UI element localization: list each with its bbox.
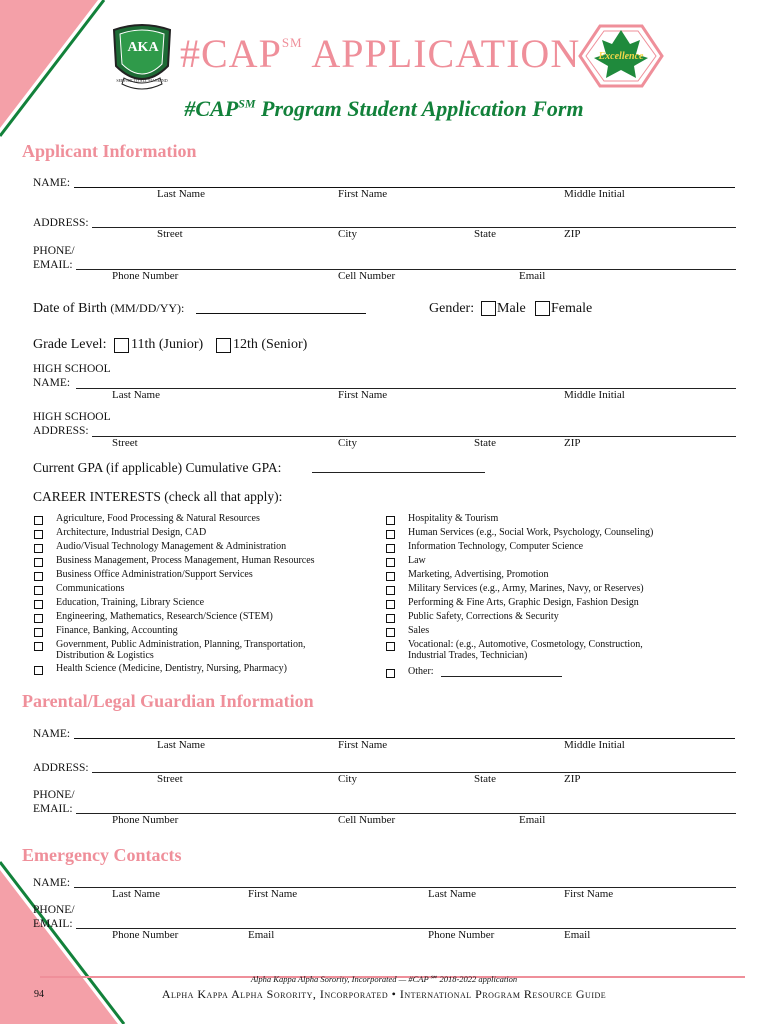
- emergency-caption-last-name-2: Last Name: [428, 888, 476, 900]
- dob-format: (MM/DD/YY):: [110, 301, 185, 315]
- applicant-section-heading: Applicant Information: [22, 141, 197, 161]
- caption-street: Street: [157, 228, 183, 240]
- career-checkbox[interactable]: [386, 516, 395, 525]
- career-checkbox[interactable]: [34, 600, 43, 609]
- caption-cell-number: Cell Number: [338, 270, 396, 282]
- footer-small-text: Alpha Kappa Alpha Sorority, Incorporated — #CAP℠ 2018-2022 application: [250, 974, 518, 984]
- subtitle-sup: SM: [238, 96, 256, 111]
- career-option-label: Audio/Visual Technology Management & Administration: [56, 541, 287, 552]
- caption-city: City: [338, 228, 357, 240]
- guardian-caption-street: Street: [157, 773, 183, 785]
- career-right-continuation: Industrial Trades, Technician): [408, 650, 528, 661]
- gpa-field[interactable]: [312, 472, 485, 473]
- guardian-caption-cell: Cell Number: [338, 814, 396, 826]
- guardian-address-field[interactable]: [92, 772, 736, 773]
- subtitle-rest: Program Student Application Form: [255, 96, 584, 121]
- emergency-name-field[interactable]: [74, 887, 736, 888]
- gender-label: Gender:: [429, 301, 475, 316]
- hs-caption-city: City: [338, 437, 357, 449]
- career-checkbox[interactable]: [386, 614, 395, 623]
- header-title: [180, 30, 580, 77]
- hs-name-label-line2: NAME:: [33, 377, 71, 389]
- career-checkbox[interactable]: [34, 586, 43, 595]
- career-option-label: Architecture, Industrial Design, CAD: [56, 527, 207, 538]
- emergency-section-heading: Emergency Contacts: [22, 845, 182, 865]
- caption-phone-number: Phone Number: [112, 270, 179, 282]
- career-option-label: Public Safety, Corrections & Security: [408, 611, 559, 622]
- emergency-email-label: EMAIL:: [33, 918, 73, 930]
- caption-state: State: [474, 228, 496, 240]
- header-title-sup: SM: [281, 35, 303, 50]
- career-left-continuation: Distribution & Logistics: [56, 650, 154, 661]
- guardian-caption-city: City: [338, 773, 357, 785]
- crest-letters: ΑΚΑ: [127, 40, 159, 55]
- grade-11th-checkbox[interactable]: [114, 338, 129, 353]
- career-option-label: Law: [408, 555, 426, 566]
- career-option-label: Finance, Banking, Accounting: [56, 625, 178, 636]
- career-option-label: Other:: [408, 666, 434, 677]
- hs-name-field[interactable]: [76, 388, 736, 389]
- gpa-label: Current GPA (if applicable) Cumulative GPA:: [33, 460, 282, 475]
- guardian-phone-label: PHONE/: [33, 789, 75, 801]
- guardian-name-label: NAME:: [33, 728, 71, 740]
- emergency-caption-email-2: Email: [564, 929, 591, 941]
- career-option-label: Human Services (e.g., Social Work, Psychology, Counseling): [408, 527, 654, 538]
- guardian-address-label: ADDRESS:: [33, 762, 89, 774]
- career-checkbox[interactable]: [386, 544, 395, 553]
- applicant-address-field[interactable]: [92, 227, 736, 228]
- hs-address-label-line1: HIGH SCHOOL: [33, 411, 111, 423]
- career-option-label: Health Science (Medicine, Dentistry, Nursing, Pharmacy): [56, 663, 287, 674]
- hs-address-field[interactable]: [92, 436, 736, 437]
- emergency-caption-phone-2: Phone Number: [428, 929, 495, 941]
- hs-address-label-line2: ADDRESS:: [33, 425, 89, 437]
- career-option-label: Information Technology, Computer Science: [408, 541, 584, 552]
- career-option-label: Hospitality & Tourism: [408, 513, 499, 524]
- guardian-email-label: EMAIL:: [33, 803, 73, 815]
- emergency-caption-email-1: Email: [248, 929, 275, 941]
- career-checkbox[interactable]: [34, 572, 43, 581]
- hs-caption-first-name: First Name: [338, 389, 388, 401]
- hs-caption-street: Street: [112, 437, 138, 449]
- career-option-label: Business Office Administration/Support Services: [56, 569, 253, 580]
- career-option-label: Sales: [408, 625, 430, 636]
- hs-caption-last-name: Last Name: [112, 389, 160, 401]
- career-checkbox[interactable]: [34, 516, 43, 525]
- emergency-phone-label: PHONE/: [33, 904, 75, 916]
- career-checkbox[interactable]: [34, 666, 43, 675]
- career-option-label: Communications: [56, 583, 125, 594]
- caption-last-name: Last Name: [157, 188, 205, 200]
- gender-male-label: Male: [497, 301, 526, 316]
- sorority-crest-logo: [106, 22, 178, 90]
- guardian-caption-zip: ZIP: [564, 773, 581, 785]
- career-checkbox[interactable]: [34, 614, 43, 623]
- emergency-caption-last-name-1: Last Name: [112, 888, 160, 900]
- guardian-caption-middle-initial: Middle Initial: [564, 739, 625, 751]
- emergency-caption-phone-1: Phone Number: [112, 929, 179, 941]
- hs-caption-zip: ZIP: [564, 437, 581, 449]
- guardian-caption-email: Email: [519, 814, 546, 826]
- grade-12th-checkbox[interactable]: [216, 338, 231, 353]
- grade-12th-label: 12th (Senior): [233, 337, 308, 352]
- gender-female-label: Female: [551, 301, 593, 316]
- guardian-caption-first-name: First Name: [338, 739, 388, 751]
- career-checkbox[interactable]: [34, 642, 43, 651]
- subtitle-main: #CAP: [184, 96, 239, 121]
- gender-female-checkbox[interactable]: [535, 301, 550, 316]
- career-option-label: Business Management, Process Management, Human Resources: [56, 555, 315, 566]
- guardian-section-heading: Parental/Legal Guardian Information: [22, 691, 314, 711]
- header-title-rest: APPLICATION: [311, 31, 581, 76]
- career-interests-label: CAREER INTERESTS (check all that apply):: [33, 489, 283, 504]
- career-checkbox[interactable]: [386, 572, 395, 581]
- emergency-caption-first-name-1: First Name: [248, 888, 298, 900]
- career-checkbox[interactable]: [386, 530, 395, 539]
- grade-level-label: Grade Level:: [33, 337, 107, 352]
- career-checkbox[interactable]: [386, 586, 395, 595]
- career-option-label: Education, Training, Library Science: [56, 597, 205, 608]
- form-subtitle: [0, 96, 768, 122]
- career-option-label: Government, Public Administration, Planning, Transportation,: [56, 639, 306, 650]
- applicant-address-label: ADDRESS:: [33, 217, 89, 229]
- dob-label-text: Date of Birth: [33, 301, 107, 316]
- dob-label: [33, 301, 184, 317]
- caption-email: Email: [519, 270, 546, 282]
- career-option-label: Agriculture, Food Processing & Natural Resources: [56, 513, 260, 524]
- guardian-caption-last-name: Last Name: [157, 739, 205, 751]
- page-number: 94: [34, 989, 44, 1000]
- applicant-email-label: EMAIL:: [33, 259, 73, 271]
- career-option-label: Engineering, Mathematics, Research/Science (STEM): [56, 611, 273, 622]
- gender-male-checkbox[interactable]: [481, 301, 496, 316]
- hs-caption-state: State: [474, 437, 496, 449]
- footer-guide-title: Alpha Kappa Alpha Sorority, Incorporated • International Program Resource Guide: [161, 987, 607, 1001]
- excellence-ivy-badge: [578, 24, 664, 88]
- applicant-phone-label: PHONE/: [33, 245, 75, 257]
- career-checkbox[interactable]: [386, 642, 395, 651]
- career-option-label: Military Services (e.g., Army, Marines, Navy, or Reserves): [408, 583, 644, 594]
- grade-11th-label: 11th (Junior): [131, 337, 204, 352]
- caption-middle-initial: Middle Initial: [564, 188, 625, 200]
- caption-first-name: First Name: [338, 188, 388, 200]
- career-option-label: Vocational: (e.g., Automotive, Cosmetology, Construction,: [408, 639, 643, 650]
- caption-zip: ZIP: [564, 228, 581, 240]
- career-checkbox[interactable]: [34, 544, 43, 553]
- career-checkbox[interactable]: [386, 600, 395, 609]
- emergency-caption-first-name-2: First Name: [564, 888, 614, 900]
- career-option-label: Performing & Fine Arts, Graphic Design, Fashion Design: [408, 597, 639, 608]
- guardian-caption-phone: Phone Number: [112, 814, 179, 826]
- career-checkbox[interactable]: [386, 669, 395, 678]
- header-title-main: #CAP: [180, 31, 282, 76]
- career-other-field[interactable]: [441, 676, 562, 677]
- hs-caption-middle-initial: Middle Initial: [564, 389, 625, 401]
- crest-motto: SERVICE TO ALL MANKIND: [116, 78, 168, 83]
- career-checkbox[interactable]: [386, 558, 395, 567]
- career-checkbox[interactable]: [34, 558, 43, 567]
- hs-name-label-line1: HIGH SCHOOL: [33, 363, 111, 375]
- career-checkbox[interactable]: [34, 628, 43, 637]
- applicant-name-label: NAME:: [33, 177, 71, 189]
- emergency-name-label: NAME:: [33, 877, 71, 889]
- career-option-label: Marketing, Advertising, Promotion: [408, 569, 549, 580]
- guardian-caption-state: State: [474, 773, 496, 785]
- dob-field[interactable]: [196, 313, 366, 314]
- badge-text: Excellence: [598, 51, 644, 62]
- career-checkbox[interactable]: [34, 530, 43, 539]
- career-checkbox[interactable]: [386, 628, 395, 637]
